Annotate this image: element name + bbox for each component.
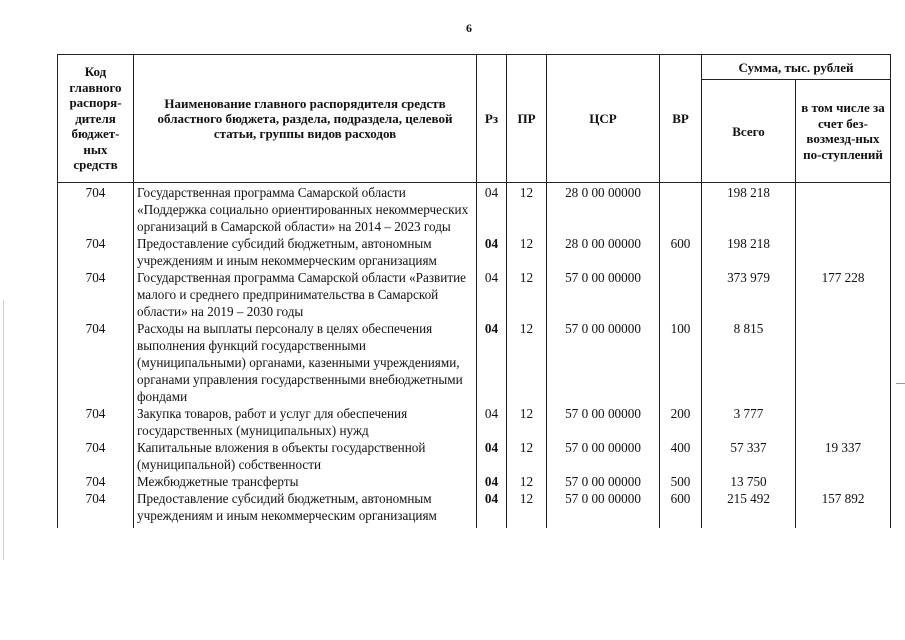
cell-code: 704 — [58, 235, 134, 269]
cell-pr: 12 — [507, 439, 547, 473]
header-free: в том числе за счет без-возмезд-ных по-ступлений — [796, 80, 891, 183]
cell-name: Межбюджетные трансферты — [134, 473, 477, 490]
table-row — [58, 320, 891, 405]
cell-name: Предоставление субсидий бюджетным, автономным учреждениям и иным некоммерческим организациям — [134, 235, 477, 269]
cell-total: 198 218 — [702, 235, 796, 269]
table-row — [58, 473, 891, 490]
scan-edge-mark — [896, 383, 905, 384]
cell-csr: 57 0 00 00000 — [547, 320, 660, 405]
cell-rz: 04 — [477, 269, 507, 320]
cell-vr — [660, 269, 702, 320]
cell-code: 704 — [58, 183, 134, 236]
cell-name: Расходы на выплаты персоналу в целях обеспечения выполнения функций государственными (муниципальными) органами, казенными учреждениями, органами управления государственными внебюджетными фондами — [134, 320, 477, 405]
cell-csr: 57 0 00 00000 — [547, 269, 660, 320]
cell-name: Государственная программа Самарской области «Развитие малого и среднего предпринимательства в Самарской области» на 2019 – 2030 годы — [134, 269, 477, 320]
header-rz: Рз — [477, 55, 507, 183]
cell-free — [796, 405, 891, 439]
cell-free — [796, 183, 891, 236]
cell-free — [796, 235, 891, 269]
cell-rz: 04 — [477, 320, 507, 405]
header-sum: Сумма, тыс. рублей — [702, 55, 891, 80]
cell-pr: 12 — [507, 269, 547, 320]
cell-code: 704 — [58, 320, 134, 405]
page-number: 6 — [466, 21, 472, 35]
cell-pr: 12 — [507, 490, 547, 528]
cell-total: 57 337 — [702, 439, 796, 473]
cell-free — [796, 320, 891, 405]
cell-vr: 400 — [660, 439, 702, 473]
table-row — [58, 490, 891, 528]
cell-vr: 600 — [660, 235, 702, 269]
table-row — [58, 439, 891, 473]
cell-vr: 600 — [660, 490, 702, 528]
cell-total: 3 777 — [702, 405, 796, 439]
cell-name: Закупка товаров, работ и услуг для обеспечения государственных (муниципальных) нужд — [134, 405, 477, 439]
cell-code: 704 — [58, 439, 134, 473]
table-header — [58, 55, 891, 183]
cell-csr: 28 0 00 00000 — [547, 183, 660, 236]
cell-free: 157 892 — [796, 490, 891, 528]
cell-total: 13 750 — [702, 473, 796, 490]
table-body — [58, 183, 891, 529]
header-csr: ЦСР — [547, 55, 660, 183]
cell-free — [796, 473, 891, 490]
cell-csr: 57 0 00 00000 — [547, 439, 660, 473]
cell-total: 373 979 — [702, 269, 796, 320]
cell-name: Предоставление субсидий бюджетным, автономным учреждениям и иным некоммерческим организациям — [134, 490, 477, 528]
table-row — [58, 183, 891, 236]
cell-rz: 04 — [477, 473, 507, 490]
cell-total: 198 218 — [702, 183, 796, 236]
cell-pr: 12 — [507, 183, 547, 236]
cell-csr: 28 0 00 00000 — [547, 235, 660, 269]
cell-name: Капитальные вложения в объекты государственной (муниципальной) собственности — [134, 439, 477, 473]
cell-free: 177 228 — [796, 269, 891, 320]
header-name: Наименование главного распорядителя средств областного бюджета, раздела, подраздела, целевой статьи, группы видов расходов — [134, 55, 477, 183]
table-row — [58, 269, 891, 320]
cell-rz: 04 — [477, 490, 507, 528]
cell-code: 704 — [58, 473, 134, 490]
scan-edge-mark — [3, 300, 4, 560]
cell-vr — [660, 183, 702, 236]
header-code: Код главного распоря-дителя бюджет-ных средств — [58, 55, 134, 183]
cell-name: Государственная программа Самарской области «Поддержка социально ориентированных некоммерческих организаций в Самарской области» на 2014 – 2023 годы — [134, 183, 477, 236]
cell-pr: 12 — [507, 320, 547, 405]
cell-code: 704 — [58, 269, 134, 320]
cell-rz: 04 — [477, 235, 507, 269]
cell-total: 8 815 — [702, 320, 796, 405]
cell-total: 215 492 — [702, 490, 796, 528]
cell-vr: 100 — [660, 320, 702, 405]
cell-pr: 12 — [507, 405, 547, 439]
cell-rz: 04 — [477, 439, 507, 473]
table-row — [58, 405, 891, 439]
header-vr: ВР — [660, 55, 702, 183]
cell-rz: 04 — [477, 405, 507, 439]
cell-csr: 57 0 00 00000 — [547, 490, 660, 528]
cell-code: 704 — [58, 490, 134, 528]
cell-pr: 12 — [507, 235, 547, 269]
header-pr: ПР — [507, 55, 547, 183]
cell-free: 19 337 — [796, 439, 891, 473]
cell-csr: 57 0 00 00000 — [547, 473, 660, 490]
cell-code: 704 — [58, 405, 134, 439]
cell-vr: 500 — [660, 473, 702, 490]
cell-vr: 200 — [660, 405, 702, 439]
cell-rz: 04 — [477, 183, 507, 236]
table-row — [58, 235, 891, 269]
cell-pr: 12 — [507, 473, 547, 490]
budget-table — [57, 54, 891, 528]
cell-csr: 57 0 00 00000 — [547, 405, 660, 439]
header-total: Всего — [702, 80, 796, 183]
